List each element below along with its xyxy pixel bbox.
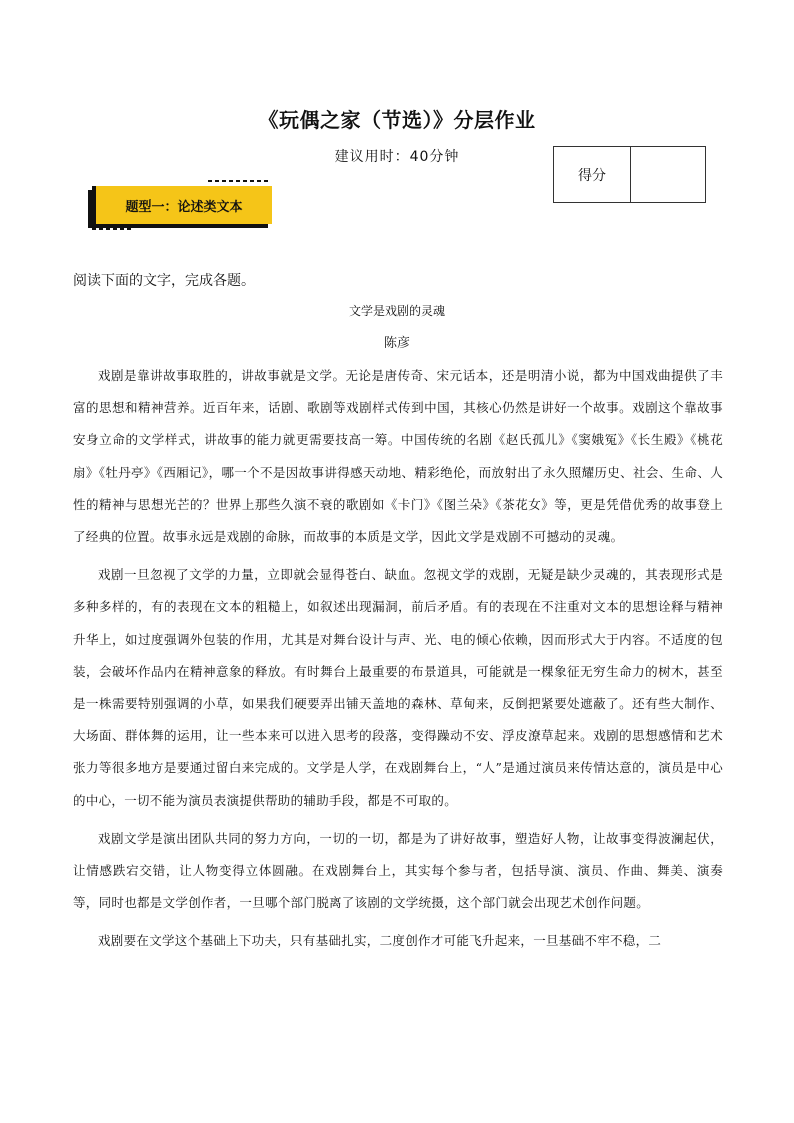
question-type-banner: 题型一：论述类文本 bbox=[92, 186, 272, 224]
essay-paragraph: 戏剧文学是演出团队共同的努力方向，一切的一切，都是为了讲好故事，塑造好人物，让故事变得波澜起伏，让情感跌宕交错，让人物变得立体圆融。在戏剧舞台上，其实每个参与者，包括导演、演员、作曲、舞美、演奏等，同时也都是文学创作者，一旦哪个部门脱离了该剧的文学统摄，这个部门就会出现艺术创作问题。 bbox=[73, 830, 723, 911]
essay-author: 陈彦 bbox=[383, 336, 410, 351]
decorative-dash-top bbox=[208, 180, 268, 182]
score-label: 得分 bbox=[554, 147, 631, 202]
instruction-text: 阅读下面的文字，完成各题。 bbox=[73, 273, 255, 289]
score-box bbox=[553, 146, 706, 203]
essay-body bbox=[73, 360, 723, 964]
question-type-section bbox=[88, 180, 278, 230]
essay-title: 文学是戏剧的灵魂 bbox=[348, 304, 445, 318]
essay-paragraph: 戏剧要在文学这个基础上下功夫，只有基础扎实，二度创作才可能飞升起来，一旦基础不牢不稳，二 bbox=[98, 933, 662, 949]
essay-paragraph: 戏剧是靠讲故事取胜的，讲故事就是文学。无论是唐传奇、宋元话本，还是明清小说，都为中国戏曲提供了丰富的思想和精神营养。近百年来，话剧、歌剧等戏剧样式传到中国，其核心仍然是讲好一个故事。戏剧这个靠故事安身立命的文学样式，讲故事的能力就更需要技高一筹。中国传统的名剧《赵氏孤儿》《窦娥冤》《长生殿》《桃花扇》《牡丹亭》《西厢记》，哪一个不是因故事讲得感天动地、精彩绝伦，而放射出了永久照耀历史、社会、生命、人性的精神与思想光芒的？世界上那些久演不衰的歌剧如《卡门》《图兰朵》《茶花女》等，更是凭借优秀的故事登上了经典的位置。故事永远是戏剧的命脉，而故事的本质是文学，因此文学是戏剧不可撼动的灵魂。 bbox=[73, 368, 723, 545]
decorative-dash-bottom bbox=[92, 228, 132, 230]
essay-paragraph: 戏剧一旦忽视了文学的力量，立即就会显得苍白、缺血。忽视文学的戏剧，无疑是缺少灵魂的，其表现形式是多种多样的，有的表现在文本的粗糙上，如叙述出现漏洞，前后矛盾。有的表现在不注重对文本的思想诠释与精神升华上，如过度强调外包装的作用，尤其是对舞台设计与声、光、电的倾心依赖，因而形式大于内容。不适度的包装，会破坏作品内在精神意象的释放。有时舞台上最重要的布景道具，可能就是一棵象征无穷生命力的树木，甚至是一株需要特别强调的小草，如果我们硬要弄出铺天盖地的森林、草甸来，反倒把紧要处遮蔽了。还有些大制作、大场面、群体舞的运用，让一些本来可以进入思考的段落，变得躁动不安、浮皮潦草起来。戏剧的思想感情和艺术张力等很多地方是要通过留白来完成的。文学是人学，在戏剧舞台上，“人”是通过演员来传情达意的，演员是中心的中心，一切不能为演员表演提供帮助的辅助手段，都是不可取的。 bbox=[73, 567, 723, 808]
page-title: 《玩偶之家（节选）》分层作业 bbox=[258, 108, 536, 132]
score-value-cell[interactable] bbox=[631, 147, 705, 202]
suggested-time: 建议用时：40分钟 bbox=[334, 149, 460, 165]
